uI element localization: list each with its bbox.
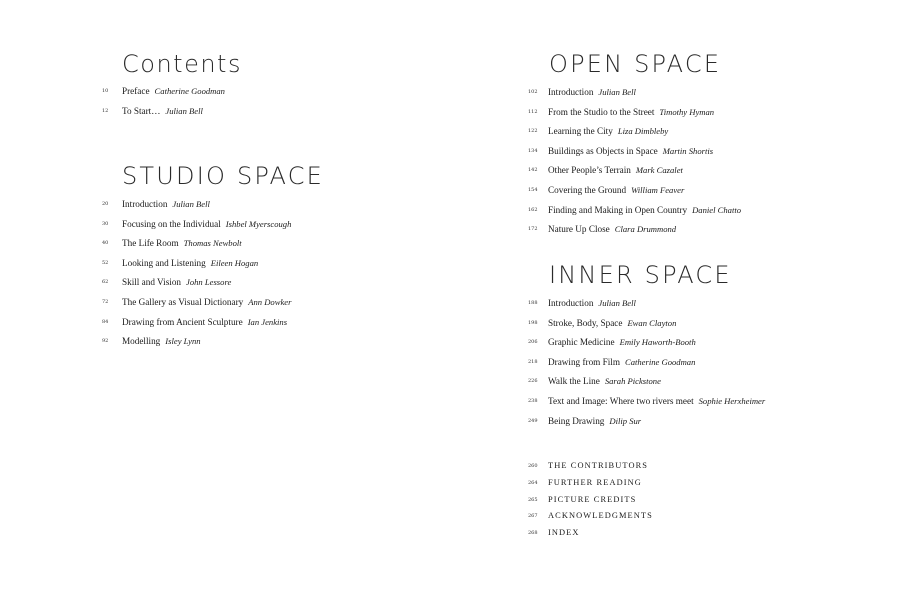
entry-title: Focusing on the Individual: [122, 218, 221, 229]
page-number: 52: [102, 259, 109, 266]
page-number: 249: [528, 417, 538, 424]
entry-title: Stroke, Body, Space: [548, 317, 623, 328]
entry-title: Text and Image: Where two rivers meet: [548, 395, 694, 406]
page-number: 12: [102, 107, 109, 114]
page-number: 198: [528, 319, 538, 326]
page-number: 92: [102, 338, 109, 345]
page-number: 62: [102, 279, 109, 286]
right-page: [450, 0, 900, 600]
entry-title: INDEX: [548, 528, 580, 538]
entry-text: [122, 102, 203, 122]
entry-author: Ann Dowker: [248, 296, 292, 307]
entry-text: [122, 254, 258, 274]
entry-author: Julian Bell: [165, 105, 203, 116]
entry-title: Modelling: [122, 336, 161, 347]
entry-author: Julian Bell: [598, 87, 636, 97]
entry-author: William Feaver: [631, 184, 685, 195]
page-number: 20: [102, 201, 109, 207]
entry-author: Catherine Goodman: [624, 356, 696, 367]
page-number: 268: [528, 530, 538, 537]
entry-title: Introduction: [548, 298, 594, 308]
page-number: 122: [528, 128, 538, 135]
entry-title: Skill and Vision: [122, 277, 182, 288]
contents-heading: Contents: [122, 50, 242, 78]
entry-author: Isley Lynn: [165, 336, 201, 347]
entry-author: Clara Drummond: [614, 224, 677, 235]
entry-title: From the Studio to the Street: [548, 106, 655, 117]
entry-title: Covering the Ground: [548, 184, 627, 195]
entry-title: Drawing from Film: [548, 356, 620, 367]
entry-author: Sophie Herxheimer: [698, 395, 766, 406]
entry-title: PICTURE CREDITS: [548, 494, 637, 504]
entry-text: [548, 353, 695, 373]
page-number: 265: [528, 496, 538, 503]
entry-author: Eileen Hogan: [210, 257, 259, 268]
entry-title: Finding and Making in Open Country: [548, 204, 688, 215]
entry-text: [548, 412, 641, 432]
entry-text: [122, 293, 291, 313]
page-number: 102: [528, 89, 538, 95]
page-number: 264: [528, 479, 538, 486]
page-number: 188: [528, 300, 538, 306]
entry-author: Julian Bell: [598, 298, 636, 308]
page-number: 112: [528, 108, 538, 115]
page-number: 84: [102, 318, 109, 325]
entry-author: Ian Jenkins: [247, 316, 288, 327]
entry-text: [122, 82, 225, 102]
entry-title: The Life Room: [122, 238, 179, 249]
entry-title: Being Drawing: [548, 415, 605, 426]
page-number: 206: [528, 339, 538, 346]
entry-author: Dilip Sur: [609, 415, 642, 426]
page-number: 30: [102, 220, 109, 227]
entry-author: John Lessore: [186, 277, 232, 288]
page-number: 267: [528, 513, 538, 520]
entry-title: Walk the Line: [548, 376, 600, 387]
entry-author: Mark Cazalet: [635, 165, 683, 176]
entry-text: [548, 314, 676, 334]
entry-author: Daniel Chatto: [692, 204, 742, 215]
entry-text: [548, 294, 636, 314]
entry-text: [548, 122, 668, 142]
entry-text: [548, 142, 713, 162]
entry-text: [122, 332, 201, 352]
entry-text: [122, 215, 291, 235]
entry-title: Introduction: [548, 87, 594, 97]
page-number: 260: [528, 463, 538, 469]
entry-text: [548, 475, 642, 492]
open-space-heading: OPEN SPACE: [549, 50, 722, 78]
entry-author: Timothy Hyman: [659, 106, 715, 117]
entry-text: [548, 201, 741, 221]
entry-text: [548, 508, 653, 525]
page-number: 72: [102, 298, 109, 305]
entry-text: [548, 181, 684, 201]
page-number: 134: [528, 147, 538, 154]
entry-title: Nature Up Close: [548, 224, 610, 235]
entry-text: [548, 161, 683, 181]
page-number: 10: [102, 88, 109, 94]
entry-title: FURTHER READING: [548, 477, 642, 487]
page-number: 172: [528, 226, 538, 233]
entry-text: [548, 525, 580, 542]
page-number: 142: [528, 167, 538, 174]
entry-text: [548, 372, 661, 392]
entry-title: THE CONTRIBUTORS: [548, 461, 649, 470]
entry-text: [548, 492, 636, 509]
page-number: 154: [528, 186, 538, 193]
entry-text: [122, 273, 231, 293]
entry-text: [122, 313, 287, 333]
studio-space-heading: STUDIO SPACE: [122, 162, 325, 190]
entry-title: To Start…: [122, 105, 161, 116]
entry-title: Other People’s Terrain: [548, 165, 631, 176]
entry-title: Looking and Listening: [122, 257, 206, 268]
page-number: 218: [528, 358, 538, 365]
entry-text: [548, 83, 636, 103]
entry-text: [548, 392, 765, 412]
entry-title: Drawing from Ancient Sculpture: [122, 316, 243, 327]
entry-author: Emily Haworth-Booth: [619, 337, 696, 348]
entry-author: Ishbel Myerscough: [225, 218, 292, 229]
entry-title: Preface: [122, 86, 150, 96]
entry-title: The Gallery as Visual Dictionary: [122, 296, 244, 307]
entry-title: Learning the City: [548, 126, 613, 137]
entry-author: Thomas Newbolt: [183, 238, 242, 249]
entry-text: [548, 103, 714, 123]
entry-title: Buildings as Objects in Space: [548, 145, 658, 156]
entry-author: Ewan Clayton: [627, 317, 677, 328]
page-number: 162: [528, 206, 538, 213]
entry-title: Graphic Medicine: [548, 337, 615, 348]
inner-space-heading: INNER SPACE: [549, 261, 732, 289]
page-number: 40: [102, 240, 109, 247]
entry-text: [122, 234, 242, 254]
page-number: 226: [528, 378, 538, 385]
entry-title: Introduction: [122, 199, 168, 209]
entry-author: Catherine Goodman: [154, 86, 225, 96]
entry-author: Sarah Pickstone: [604, 376, 661, 387]
entry-author: Martin Shortis: [662, 145, 714, 156]
entry-title: ACKNOWLEDGMENTS: [548, 511, 653, 521]
entry-text: [122, 195, 210, 215]
page-number: 238: [528, 397, 538, 404]
entry-text: [548, 220, 676, 240]
entry-text: [548, 333, 696, 353]
entry-author: Julian Bell: [172, 199, 210, 209]
entry-text: [548, 458, 648, 475]
entry-author: Liza Dimbleby: [617, 126, 669, 137]
